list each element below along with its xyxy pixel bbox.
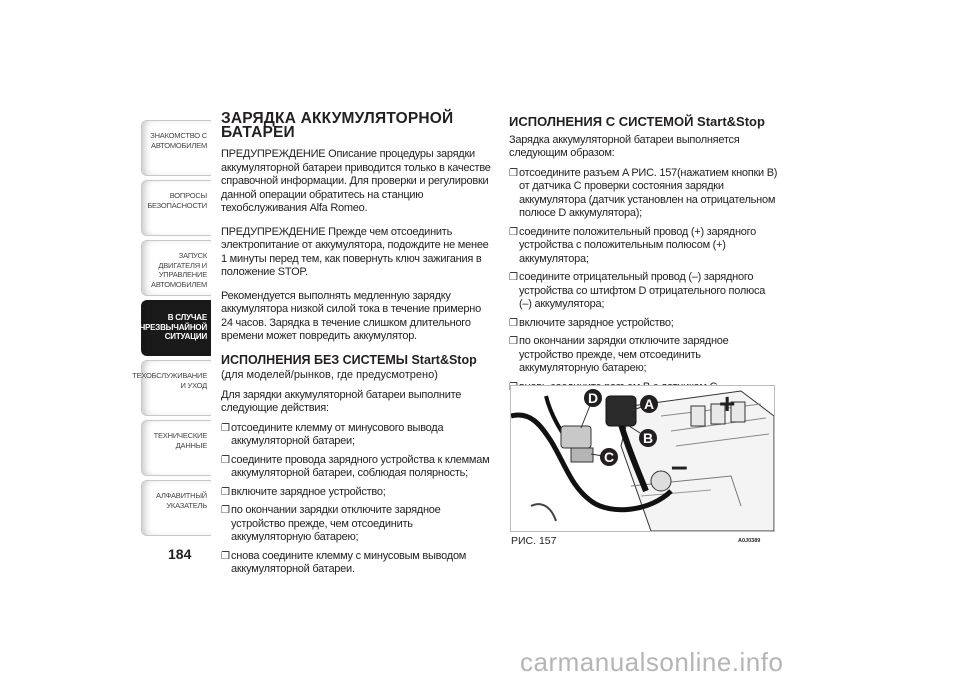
list-item: ❐ по окончании зарядки отключите зарядное устройство прежде, чем отсоединить аккумуляторную батарею; — [509, 335, 729, 374]
recommendation-paragraph: Рекомендуется выполнять медленную зарядку аккумулятора низкой силой тока в течение примерно 24 часов. Зарядка в течение слишком длительного времени может повредить аккумулятор. — [221, 289, 481, 342]
subsection-note: (для моделей/рынков, где предусмотрено) — [221, 369, 438, 381]
tab-line: БЕЗОПАСНОСТИ — [147, 200, 207, 210]
list-item: ❐ снова соедините клемму с минусовым выводом аккумуляторной батареи. — [221, 549, 467, 575]
tab-line: ЧРЕЗВЫЧАЙНОЙ — [139, 322, 207, 332]
tab-line: ТЕХОБСЛУЖИВАНИЕ — [132, 371, 207, 380]
list-item: ❐ соедините отрицательный провод (–) зарядного устройства со штифтом D отрицательного полюса (–) аккумулятора; — [509, 271, 766, 310]
tab-label — [154, 431, 207, 450]
tab-line: УКАЗАТЕЛЬ — [166, 500, 207, 510]
tab-engine-start[interactable] — [141, 240, 211, 296]
label-c: C — [603, 449, 615, 465]
list-item: ❐ отсоедините разъем A РИС. 157(нажатием кнопки B) от датчика C проверки состояния зарядки аккумулятора (датчик установлен на отрицательном полюсе D аккумулятора); — [509, 166, 778, 219]
watermark: carmanualsonline.info — [520, 647, 784, 677]
tab-line: ЗНАКОМСТВО С — [150, 131, 207, 140]
battery-drawing — [511, 386, 774, 531]
tab-line: И УХОД — [180, 380, 207, 390]
tab-label — [156, 491, 207, 510]
plus-sign: + — [719, 388, 736, 419]
tab-line: ТЕХНИЧЕСКИЕ — [153, 431, 207, 440]
checkbox-bullet-icon: ❐ — [509, 226, 518, 238]
label-b: B — [642, 430, 654, 446]
warning-paragraph-1: ПРЕДУПРЕЖДЕНИЕ Описание процедуры зарядки аккумуляторной батареи приводится только в качестве справочной информации. Для проверки и регулировки данной операции обратитесь на станцию техобслуживания Alfa Romeo. — [221, 148, 491, 214]
tab-label — [142, 251, 207, 289]
checkbox-bullet-icon: ❐ — [221, 486, 230, 498]
tab-label — [150, 131, 207, 150]
right-column — [509, 115, 779, 413]
checkbox-bullet-icon: ❐ — [221, 505, 230, 516]
tab-line: СИТУАЦИИ — [164, 332, 207, 341]
tab-safety[interactable] — [141, 180, 211, 236]
tab-line: ДАННЫЕ — [175, 440, 207, 450]
tab-vehicle-intro[interactable] — [141, 120, 211, 176]
section-title: ЗАРЯДКА АККУМУЛЯТОРНОЙ БАТАРЕИ — [221, 110, 454, 141]
tab-line: АВТОМОБИЛЕМ — [151, 140, 207, 150]
subsection-title-start-stop: ИСПОЛНЕНИЯ С СИСТЕМОЙ Start&Stop — [509, 114, 765, 129]
procedure-list — [509, 167, 779, 408]
checkbox-bullet-icon: ❐ — [221, 454, 230, 466]
checkbox-bullet-icon: ❐ — [221, 550, 230, 562]
tab-line: ВОПРОСЫ — [169, 191, 207, 200]
list-item: ❐ включите зарядное устройство; — [509, 316, 674, 329]
checkbox-bullet-icon: ❐ — [509, 317, 518, 329]
list-item: ❐ включите зарядное устройство; — [221, 485, 386, 498]
figure-caption: РИС. 157 — [511, 535, 557, 547]
tab-line: АВТОМОБИЛЕМ — [151, 279, 207, 289]
list-item: ❐ соедините положительный провод (+) зарядного устройства с положительным полюсом (+) аккумулятора; — [509, 225, 757, 265]
minus-sign: – — [671, 450, 688, 483]
tab-line: УПРАВЛЕНИЕ — [158, 270, 207, 279]
procedure-intro: Для зарядки аккумуляторной батареи выполните следующие действия: — [221, 388, 462, 414]
subsection-title-no-start-stop: ИСПОЛНЕНИЯ БЕЗ СИСТЕМЫ Start&Stop — [221, 352, 477, 367]
page-number: 184 — [168, 546, 192, 562]
list-item: ❐ отсоедините клемму от минусового вывода аккумуляторной батареи; — [221, 421, 444, 447]
warning-paragraph-2: ПРЕДУПРЕЖДЕНИЕ Прежде чем отсоединить электропитание от аккумулятора, подождите не менее 1 минуты перед тем, как повернуть ключ зажигания в положение STOP. — [221, 225, 489, 278]
tab-line: ЗАПУСК ДВИГАТЕЛЯ И — [158, 251, 207, 270]
checkbox-bullet-icon: ❐ — [221, 422, 230, 434]
left-column — [221, 112, 493, 582]
label-d: D — [587, 390, 599, 406]
checkbox-bullet-icon: ❐ — [509, 336, 518, 347]
checkbox-bullet-icon: ❐ — [509, 272, 518, 283]
tab-label — [147, 191, 207, 210]
tab-maintenance[interactable] — [132, 360, 211, 416]
tab-tech-data[interactable] — [141, 420, 211, 476]
label-a: A — [643, 396, 655, 412]
figure-code: A0J0389 — [738, 538, 761, 544]
tab-index[interactable] — [141, 480, 211, 536]
tab-line: АЛФАВИТНЫЙ — [156, 491, 207, 500]
tab-label — [140, 313, 207, 342]
list-item: ❐ по окончании зарядки отключите зарядное устройство прежде, чем отсоединить аккумуляторную батарею; — [221, 504, 441, 543]
tab-emergency[interactable] — [141, 300, 211, 356]
procedure-intro: Зарядка аккумуляторной батареи выполняется следующим образом: — [509, 133, 740, 159]
tab-line: В СЛУЧАЕ — [167, 313, 207, 322]
tab-label — [132, 371, 207, 390]
procedure-list — [221, 422, 493, 577]
list-item: ❐ соедините провода зарядного устройства к клеммам аккумуляторной батареи, соблюдая полярность; — [221, 453, 490, 479]
checkbox-bullet-icon: ❐ — [509, 167, 518, 179]
battery-illustration — [510, 385, 775, 532]
